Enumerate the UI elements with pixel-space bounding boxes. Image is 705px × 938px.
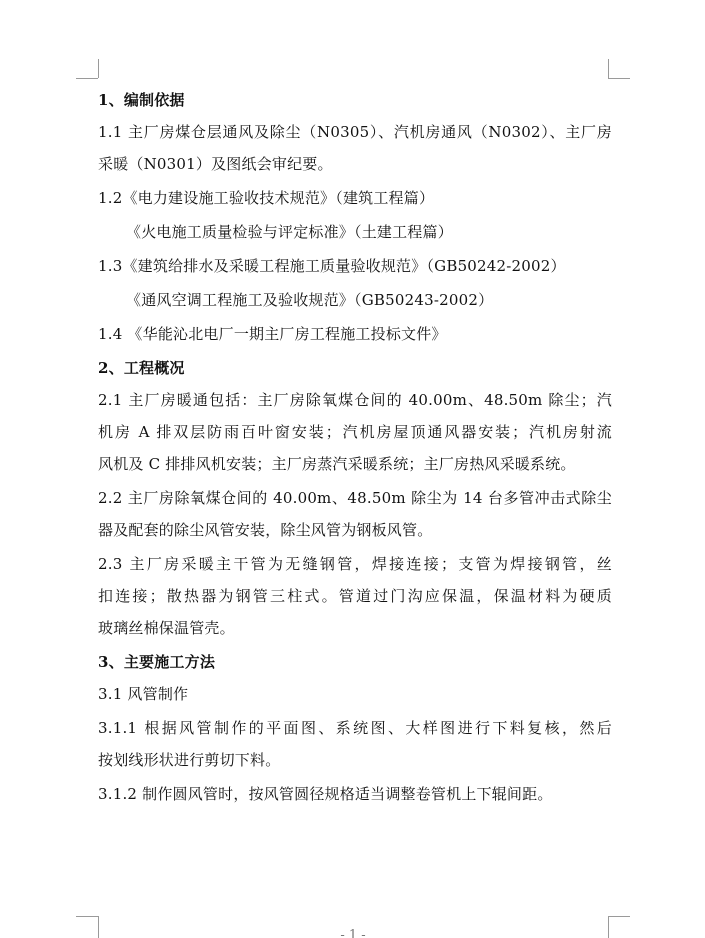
paragraph xyxy=(98,256,612,276)
section-heading: 3、主要施工方法 xyxy=(98,653,216,671)
document-body xyxy=(98,84,612,818)
paragraph-line: 2.1 主厂房暖通包括：主厂房除氧煤仓间的 40.00m、48.50m 除尘；汽 xyxy=(98,391,612,409)
paragraph-line: 器及配套的除尘风管安装，除尘风管为钢板风管。 xyxy=(98,521,433,539)
paragraph-line: 采暖（N0301）及图纸会审纪要。 xyxy=(98,155,333,173)
paragraph xyxy=(98,324,612,344)
paragraph-line: 3.1.1 根据风管制作的平面图、系统图、大样图进行下料复核，然后 xyxy=(98,719,612,737)
section-heading: 2、工程概况 xyxy=(98,359,185,377)
corner-mark-bottom-left-v xyxy=(98,916,99,938)
paragraph xyxy=(98,684,612,704)
corner-mark-top-right-h xyxy=(608,78,630,79)
corner-mark-top-right-v xyxy=(608,59,609,78)
paragraph xyxy=(98,122,612,174)
paragraph-line: 2.2 主厂房除氧煤仓间的 40.00m、48.50m 除尘为 14 台多管冲击式除尘 xyxy=(98,489,612,507)
paragraph xyxy=(98,290,612,310)
paragraph xyxy=(98,718,612,770)
paragraph-line: 风机及 C 排排风机安装；主厂房蒸汽采暖系统；主厂房热风采暖系统。 xyxy=(98,455,576,473)
paragraph-line: 3.1.2 制作圆风管时，按风管圆径规格适当调整卷管机上下辊间距。 xyxy=(98,785,553,803)
paragraph-line: 2.3 主厂房采暖主干管为无缝钢管，焊接连接；支管为焊接钢管，丝 xyxy=(98,555,612,573)
paragraph xyxy=(98,188,612,208)
section-heading: 1、编制依据 xyxy=(98,91,185,109)
paragraph-line: 扣连接；散热器为钢管三柱式。管道过门沟应保温，保温材料为硬质 xyxy=(98,587,612,605)
paragraph-line: 《通风空调工程施工及验收规范》（GB50243-2002） xyxy=(126,291,494,309)
paragraph-line: 1.2《电力建设施工验收技术规范》（建筑工程篇） xyxy=(98,189,435,207)
paragraph xyxy=(98,390,612,474)
page-number: - 1 - xyxy=(340,928,366,938)
paragraph-line: 按划线形状进行剪切下料。 xyxy=(98,751,281,769)
paragraph-line: 1.4 《华能沁北电厂一期主厂房工程施工投标文件》 xyxy=(98,325,447,343)
corner-mark-bottom-right-h xyxy=(608,916,630,917)
paragraph-line: 3.1 风管制作 xyxy=(98,685,189,703)
paragraph xyxy=(98,488,612,540)
corner-mark-top-left-h xyxy=(76,78,98,79)
paragraph xyxy=(98,784,612,804)
paragraph xyxy=(98,222,612,242)
paragraph-line: 《火电施工质量检验与评定标准》（土建工程篇） xyxy=(126,223,453,241)
paragraph-line: 1.1 主厂房煤仓层通风及除尘（N0305）、汽机房通风（N0302）、主厂房 xyxy=(98,123,612,141)
paragraph-line: 1.3《建筑给排水及采暖工程施工质量验收规范》（GB50242-2002） xyxy=(98,257,566,275)
corner-mark-top-left-v xyxy=(98,59,99,78)
corner-mark-bottom-right-v xyxy=(608,916,609,938)
paragraph-line: 机房 A 排双层防雨百叶窗安装；汽机房屋顶通风器安装；汽机房射流 xyxy=(98,423,612,441)
corner-mark-bottom-left-h xyxy=(76,916,98,917)
paragraph xyxy=(98,554,612,638)
paragraph-line: 玻璃丝棉保温管壳。 xyxy=(98,619,235,637)
